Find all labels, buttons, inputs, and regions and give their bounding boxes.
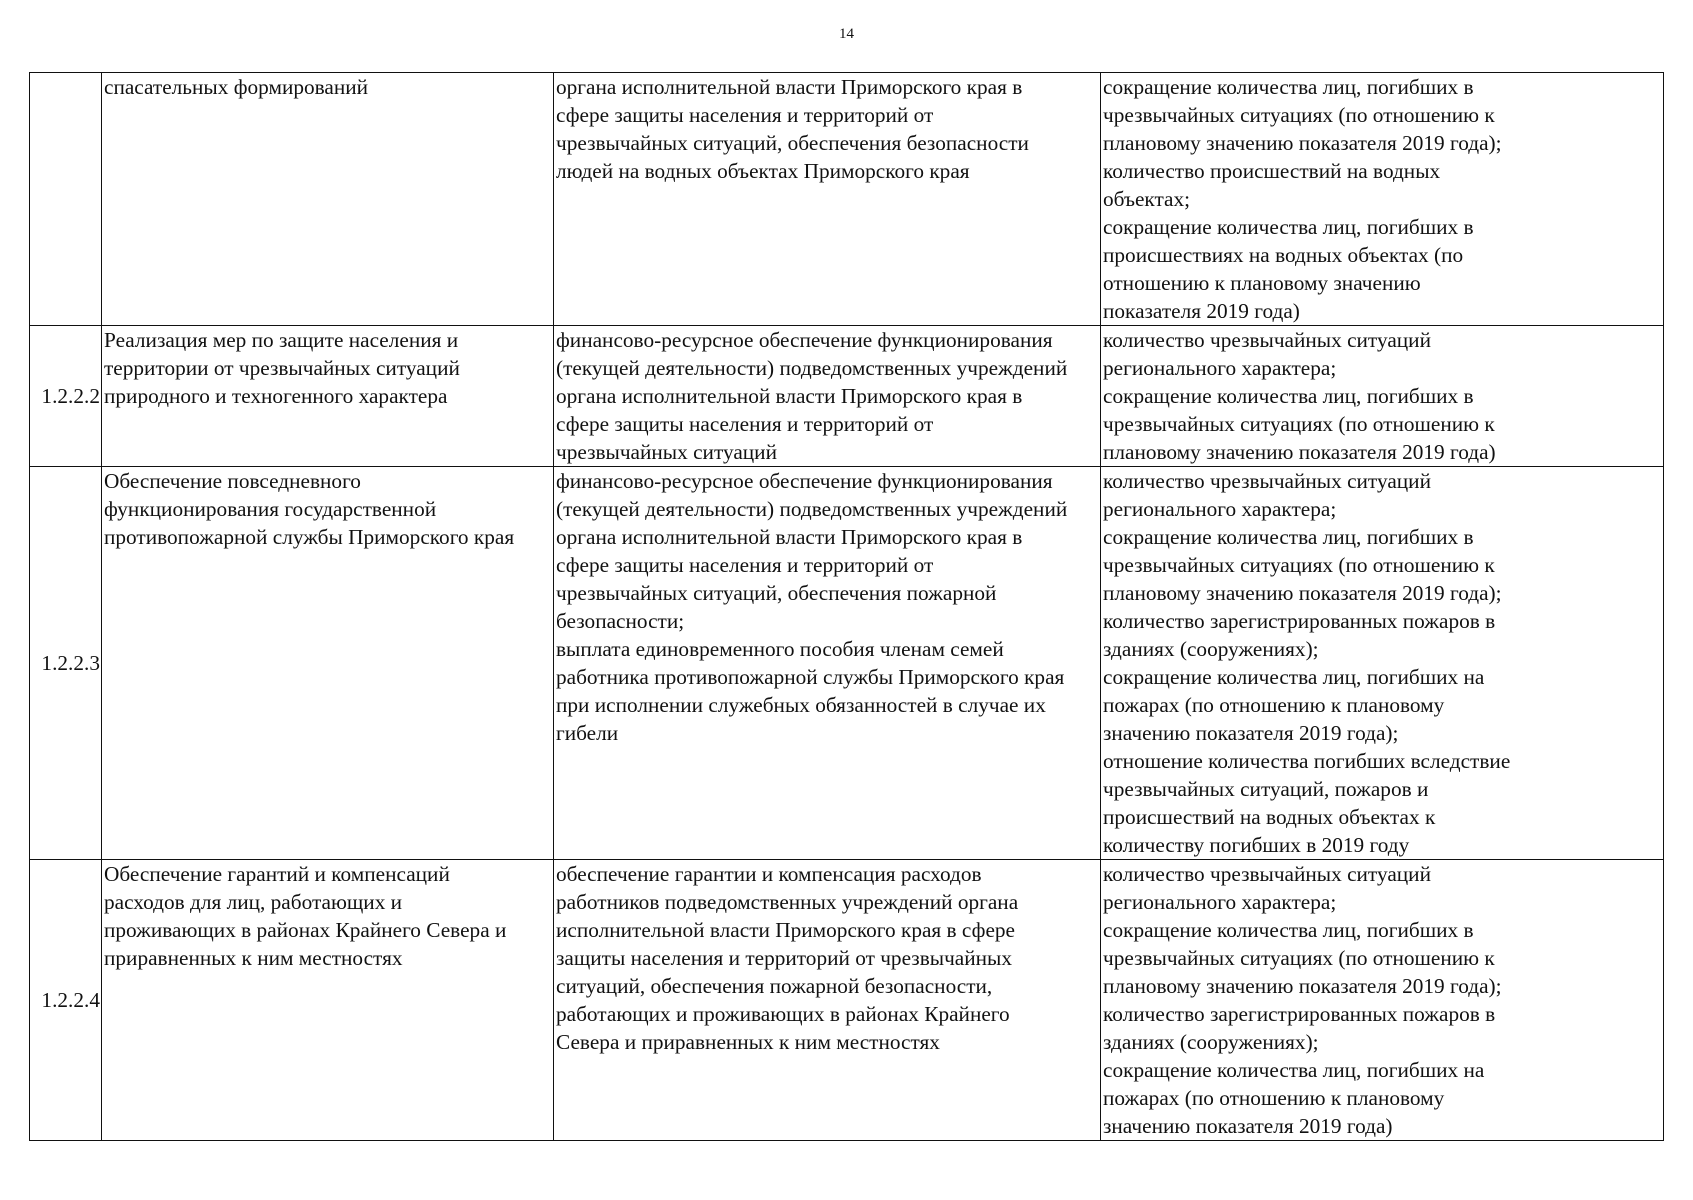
measure-indicators: количество чрезвычайных ситуаций регионального характера; сокращение количества лиц, погибших в чрезвычайных ситуациях (по отношению к плановому значению показателя 2019 года); количество зарегистрированных пожаров в зданиях (сооружениях); сокращение количества лиц, погибших на пожарах (по отношению к плановому значению показателя 2019 года) xyxy=(1101,860,1664,1141)
measure-name: Реализация мер по защите населения и территории от чрезвычайных ситуаций природного и техногенного характера xyxy=(102,326,554,467)
measures-table xyxy=(29,72,1664,1141)
measure-activity: обеспечение гарантии и компенсация расходов работников подведомственных учреждений органа исполнительной власти Приморского края в сфере защиты населения и территорий от чрезвычайных ситуаций, обеспечения пожарной безопасности, работающих и проживающих в районах Крайнего Севера и приравненных к ним местностях xyxy=(554,860,1101,1141)
measure-name: Обеспечение повседневного функционирования государственной противопожарной службы Приморского края xyxy=(102,467,554,860)
measure-activity: органа исполнительной власти Приморского края в сфере защиты населения и территорий от чрезвычайных ситуаций, обеспечения безопасности людей на водных объектах Приморского края xyxy=(554,73,1101,326)
measure-indicators: сокращение количества лиц, погибших в чрезвычайных ситуациях (по отношению к плановому значению показателя 2019 года); количество происшествий на водных объектах; сокращение количества лиц, погибших в происшествиях на водных объектах (по отношению к плановому значению показателя 2019 года) xyxy=(1101,73,1664,326)
row-number: 1.2.2.2 xyxy=(30,326,102,467)
row-number xyxy=(30,73,102,326)
measure-indicators: количество чрезвычайных ситуаций регионального характера; сокращение количества лиц, погибших в чрезвычайных ситуациях (по отношению к плановому значению показателя 2019 года) xyxy=(1101,326,1664,467)
table-row xyxy=(30,73,1664,326)
table-row xyxy=(30,467,1664,860)
table-row xyxy=(30,860,1664,1141)
measure-name: Обеспечение гарантий и компенсаций расходов для лиц, работающих и проживающих в районах Крайнего Севера и приравненных к ним местностях xyxy=(102,860,554,1141)
measure-activity: финансово-ресурсное обеспечение функционирования (текущей деятельности) подведомственных учреждений органа исполнительной власти Приморского края в сфере защиты населения и территорий от чрезвычайных ситуаций xyxy=(554,326,1101,467)
page-number: 14 xyxy=(839,26,854,42)
row-number: 1.2.2.3 xyxy=(30,467,102,860)
measure-name: спасательных формирований xyxy=(102,73,554,326)
row-number: 1.2.2.4 xyxy=(30,860,102,1141)
measure-activity: финансово-ресурсное обеспечение функционирования (текущей деятельности) подведомственных учреждений органа исполнительной власти Приморского края в сфере защиты населения и территорий от чрезвычайных ситуаций, обеспечения пожарной безопасности; выплата единовременного пособия членам семей работника противопожарной службы Приморского края при исполнении служебных обязанностей в случае их гибели xyxy=(554,467,1101,860)
table-row xyxy=(30,326,1664,467)
measure-indicators: количество чрезвычайных ситуаций регионального характера; сокращение количества лиц, погибших в чрезвычайных ситуациях (по отношению к плановому значению показателя 2019 года); количество зарегистрированных пожаров в зданиях (сооружениях); сокращение количества лиц, погибших на пожарах (по отношению к плановому значению показателя 2019 года); отношение количества погибших вследствие чрезвычайных ситуаций, пожаров и происшествий на водных объектах к количеству погибших в 2019 году xyxy=(1101,467,1664,860)
